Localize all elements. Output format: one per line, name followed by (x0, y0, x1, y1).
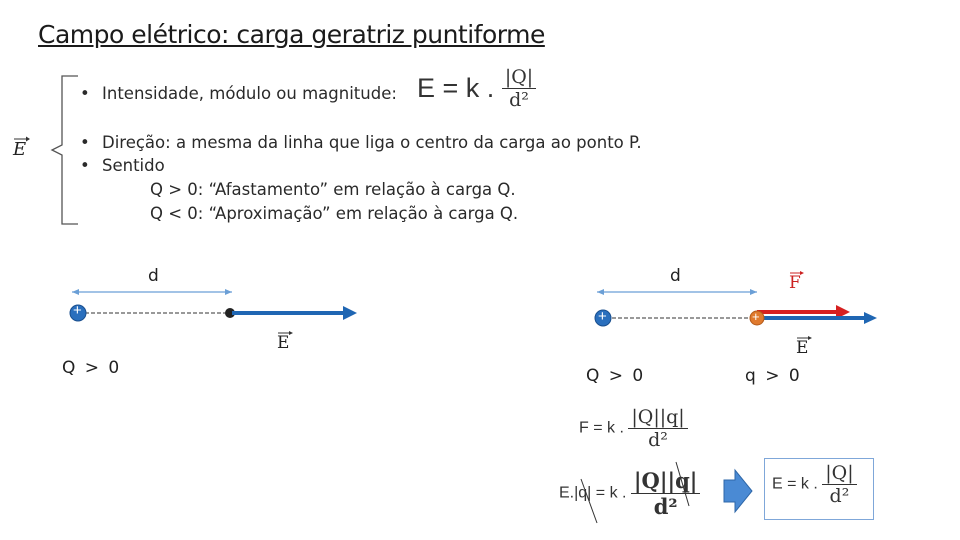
brace-e-label: E (13, 139, 27, 160)
left-plus-sign: + (73, 302, 82, 319)
process-arrow-icon (724, 470, 752, 512)
right-q-label: q > 0 (745, 366, 802, 386)
left-d-label: d (148, 266, 161, 286)
sense-negative: Q < 0: “Aproximação” em relação à carga Q. (150, 204, 519, 223)
right-Q-label: Q > 0 (586, 366, 646, 386)
page-title: Campo elétrico: carga geratriz puntiforme (38, 20, 545, 49)
right-e-label: E (796, 338, 809, 358)
formula-top: E = k . $\frac{|Q|}{\text{d²}}$ (417, 66, 536, 111)
test-plus-sign: + (752, 309, 760, 324)
formula-result: E = k . $\frac{|Q|}{\text{d²}}$ (772, 462, 857, 507)
right-d-label: d (670, 266, 683, 286)
right-f-label: F (789, 273, 801, 293)
sense-positive: Q > 0: “Afastamento” em relação à carga Q. (150, 180, 516, 199)
right-plus-sign: + (598, 308, 607, 325)
brace-bracket (52, 76, 78, 224)
bullet-intensity: • Intensidade, módulo ou magnitude: (80, 84, 397, 103)
bullet-sense: • Sentido (80, 156, 165, 175)
formula-field-times-q: E.|q| = k . $\frac{|Q||q|}{\text{d²}}$ (559, 468, 700, 519)
formula-force: F = k . $\frac{|Q||q|}{\text{d²}}$ (579, 406, 688, 451)
left-q-label: Q > 0 (62, 358, 122, 378)
left-e-label: E (277, 333, 290, 353)
bullet-direction: • Direção: a mesma da linha que liga o centro da carga ao ponto P. (80, 133, 642, 152)
